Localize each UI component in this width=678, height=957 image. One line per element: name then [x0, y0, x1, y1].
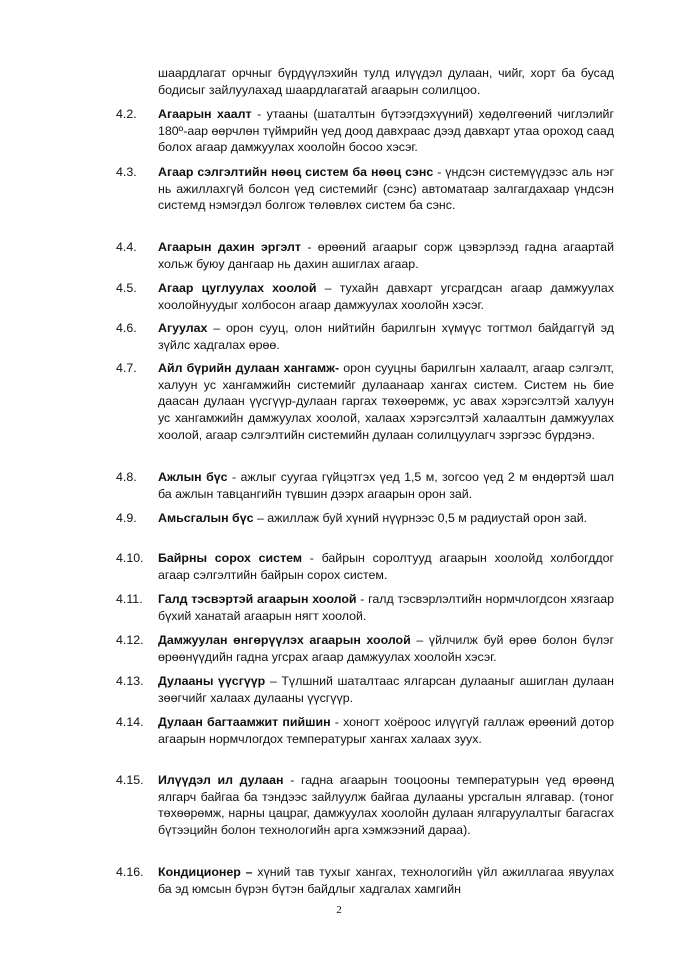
- entry-term: Агаарын хаалт: [158, 107, 252, 121]
- entry-number: 4.16.: [116, 865, 144, 879]
- entry-paragraph: [158, 280, 614, 313]
- page-number: 2: [336, 904, 342, 916]
- entry-number: 4.11.: [116, 592, 143, 606]
- entry-term: Галд тэсвэртэй агаарын хоолой: [158, 592, 357, 606]
- entry-paragraph: [158, 320, 614, 353]
- entry-term: Байрны сорох систем: [158, 551, 303, 565]
- entry-number: 4.3.: [116, 165, 137, 179]
- entry-number: 4.6.: [116, 321, 137, 335]
- entry-text: – үйлчилж буй өрөө болон бүлэг өрөөнүүдийн гадна угсрах агаар дамжуулах хоолойн хэсэг.: [158, 633, 615, 664]
- entry-number: 4.15.: [116, 773, 144, 787]
- entry-number: 4.8.: [116, 470, 137, 484]
- entry-term: Агаар сэлгэлтийн нөөц систем ба нөөц сэнс: [158, 165, 434, 179]
- entry-number: 4.9.: [116, 511, 137, 525]
- entry-term: Дамжуулан өнгөрүүлэх агаарын хоолой: [158, 633, 411, 647]
- entry-number: 4.7.: [116, 361, 137, 375]
- entry-paragraph: [158, 239, 614, 272]
- entry-term: Дулаан багтаамжит пийшин: [158, 715, 331, 729]
- entry-text: - ажлыг суугаа гүйцэтгэх үед 1,5 м, зогсоо үед 2 м өндөртэй шал ба ажлын тавцангийн түвшин дээрх агаарын орон зай.: [158, 470, 614, 501]
- entry-text: - галд тэсвэрлэлтийн нормчлогдсон хязгаар бүхий ханатай агаарын нягт хоолой.: [158, 592, 614, 623]
- entry-paragraph: [158, 864, 614, 897]
- entry-text: - байрын соролтууд агаарын хоолойд холбогддог агаар сэлгэлтийн байрын сорох систем.: [158, 551, 614, 582]
- entry-paragraph: [158, 632, 614, 665]
- entry-number: 4.12.: [116, 633, 144, 647]
- entry-text: - гадна агаарын тооцооны температурын үед өрөөнд ялгарч байгаа ба тэндээс зайлуулж байгаа дулааны урсгалын ялгавар. (тоног төхөөрөмж, нарны цацраг, дамжуулах хоолойн дулаан ялгаруулалтыг багасгах бүтээцийн болон технологийн арга хэмжээний дараа).: [158, 773, 614, 838]
- entry-term: Кондиционер –: [158, 865, 253, 879]
- entry-term: Агаар цуглуулах хоолой: [158, 281, 317, 295]
- entry-paragraph: [158, 360, 614, 444]
- entry-text: - үндсэн системүүдээс аль нэг нь ажиллахгүй болсон үед системийг (сэнс) автоматаар залгагдахаар үндсэн системд нэмэгдэл болгож төлөвлөх систем ба сэнс.: [158, 165, 614, 213]
- entry-paragraph: [158, 673, 614, 706]
- entry-number: 4.4.: [116, 240, 137, 254]
- entry-text: - утааны (шаталтын бүтээгдэхүүний) хөдөлгөөний чиглэлийг 180º-аар өөрчлөн түймрийн үед доод давхраас дээд давхарт утаа ороход саад болох агаар дамжуулах хоолойн босоо хэсэг.: [158, 107, 614, 155]
- entry-term: Агуулах: [158, 321, 208, 335]
- entry-term: Илүүдэл ил дулаан: [158, 773, 284, 787]
- entry-text: - өрөөний агаарыг сорж цэвэрлээд гадна агаартай хольж буюу дангаар нь дахин ашиглах агаар.: [158, 240, 614, 271]
- entry-text: – орон сууц, олон нийтийн барилгын хүмүүс тогтмол байдаггүй эд зүйлс хадгалах өрөө.: [158, 321, 614, 352]
- entry-paragraph: [158, 106, 614, 156]
- entry-term: Айл бүрийн дулаан хангамж-: [158, 361, 340, 375]
- entry-paragraph: [158, 550, 614, 583]
- entry-text: - хоногт хоёроос илүүгүй галлаж өрөөний дотор агаарын нормчлогдох температурыг хангах халаах зуух.: [158, 715, 614, 746]
- entry-term: Дулааны үүсгүүр: [158, 674, 266, 688]
- entry-term: Агаарын дахин эргэлт: [158, 240, 301, 254]
- entry-paragraph: [158, 164, 614, 214]
- entry-number: 4.13.: [116, 674, 144, 688]
- entry-term: Ажлын бүс: [158, 470, 228, 484]
- entry-text: орон сууцны барилгын халаалт, агаар сэлгэлт, халуун ус хангамжийн системийг дулаанаар хангах систем. Систем нь бие даасан дулаан үүсгүүр-дулаан гаргах төхөөрөмж, ус авах хэрэгсэлтэй халуун ус хангамжийн дамжуулах хоолой, халаах хэрэгсэлтэй халаалтын дамжуулах хоолой, агаар сэлгэлтийн системийн дулаан солилцуулагч зэргээс бүрдэнэ.: [158, 361, 614, 442]
- entry-term: Амьсгалын бүс: [158, 511, 254, 525]
- entry-number: 4.10.: [116, 551, 144, 565]
- entry-number: 4.5.: [116, 281, 137, 295]
- entry-text: – ажиллаж буй хүний нүүрнээс 0,5 м радиустай орон зай.: [253, 511, 588, 525]
- entry-number: 4.2.: [116, 107, 137, 121]
- entry-paragraph: [158, 510, 614, 527]
- entry-paragraph: [158, 591, 614, 624]
- intro-paragraph: шаардлагат орчныг бүрдүүлэхийн тулд илүүдэл дулаан, чийг, хорт ба бусад бодисыг зайлуулахад шаардлагатай агаарын солилцоо.: [158, 66, 614, 97]
- entry-paragraph: [158, 469, 614, 502]
- entry-paragraph: [158, 772, 614, 839]
- entry-text: – Түлшний шаталтаас ялгарсан дулааныг ашиглан дулаан зөөгчийг халаах дулааны үүсгүүр.: [158, 674, 614, 705]
- entry-paragraph: [158, 714, 614, 747]
- entry-text: – тухайн давхарт угсрагдсан агаар дамжуулах хоолойнуудыг холбосон агаар дамжуулах хоолойн хэсэг.: [158, 281, 614, 312]
- entry-text: хүний тав тухыг хангах, технологийн үйл ажиллагаа явуулах ба эд юмсын бүрэн бүтэн байдлыг хадгалах хамгийн: [158, 865, 614, 896]
- entry-number: 4.14.: [116, 715, 144, 729]
